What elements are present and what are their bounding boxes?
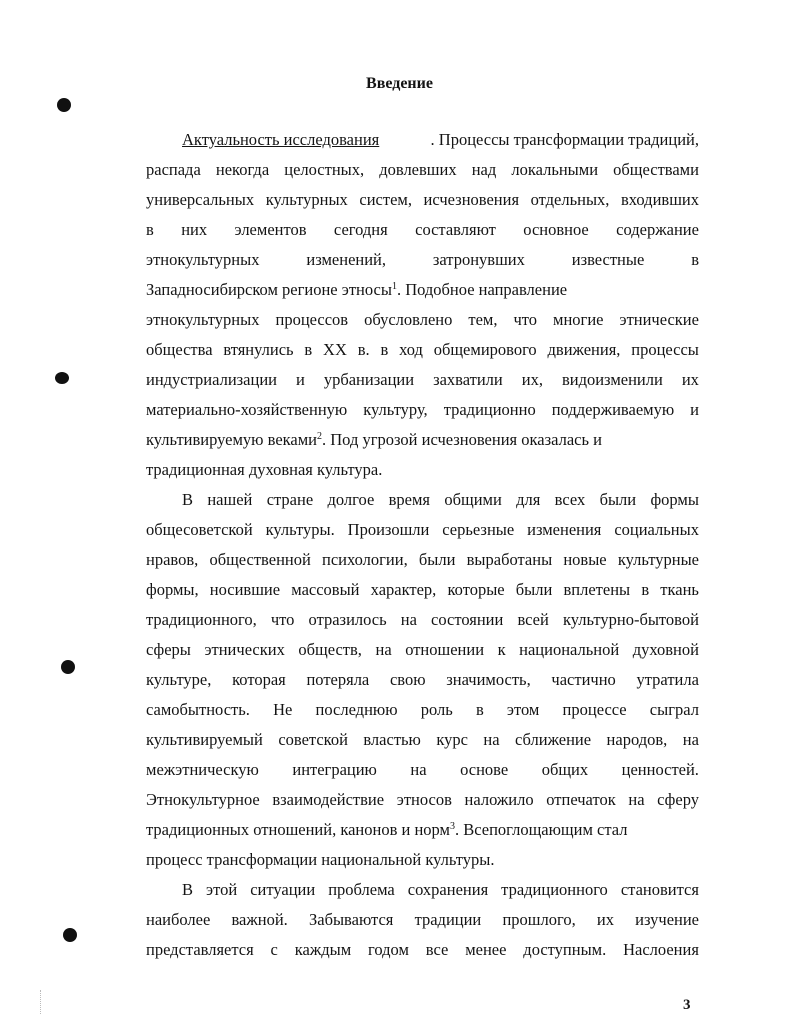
paragraph2-line9: культивируемый советской властью курс на сближение народов, на bbox=[146, 730, 699, 749]
paragraph1-line3: универсальных культурных систем, исчезновения отдельных, входивших bbox=[146, 190, 699, 209]
paragraph2-line3: нравов, общественной психологии, были выработаны новые культурные bbox=[146, 550, 699, 569]
binder-hole-2 bbox=[55, 372, 69, 384]
paragraph1-line11: культивируемую веками 2. Под угрозой исчезновения оказалась и bbox=[146, 430, 602, 449]
paragraph1-line8: общества втянулись в XX в. в ход общемирового движения, процессы bbox=[146, 340, 699, 359]
paragraph2-line6: сферы этнических обществ, на отношении к национальной духовной bbox=[146, 640, 699, 659]
paragraph2-line4: формы, носившие массовый характер, которые были вплетены в ткань bbox=[146, 580, 699, 599]
paragraph3-line1: В этой ситуации проблема сохранения традиционного становится bbox=[182, 880, 699, 899]
paragraph1-line7: этнокультурных процессов обусловлено тем, что многие этнические bbox=[146, 310, 699, 329]
paragraph1-line4: в них элементов сегодня составляют основное содержание bbox=[146, 220, 699, 239]
page-number: 3 bbox=[683, 997, 691, 1013]
paragraph1-line10: материально-хозяйственную культуру, традиционно поддерживаемую и bbox=[146, 400, 699, 419]
section-heading-underlined: Актуальность исследования bbox=[182, 130, 380, 149]
binder-hole-4 bbox=[63, 928, 77, 942]
paragraph2-line13: процесс трансформации национальной культуры. bbox=[146, 850, 495, 869]
paragraph1-line5: этнокультурных изменений, затронувших известные в bbox=[146, 250, 699, 269]
binder-hole-1 bbox=[57, 98, 71, 112]
binder-hole-3 bbox=[61, 660, 75, 674]
scan-mark bbox=[40, 990, 41, 1014]
paragraph1-line1: Актуальность исследования . Процессы трансформации традиций, bbox=[182, 130, 699, 149]
paragraph3-line2: наиболее важной. Забываются традиции прошлого, их изучение bbox=[146, 910, 699, 929]
paragraph2-line10: межэтническую интеграцию на основе общих ценностей. bbox=[146, 760, 699, 779]
paragraph1-line12: традиционная духовная культура. bbox=[146, 460, 383, 479]
paragraph2-line2: общесоветской культуры. Произошли серьезные изменения социальных bbox=[146, 520, 699, 539]
paragraph2-line5: традиционного, что отразилось на состоянии всей культурно-бытовой bbox=[146, 610, 699, 629]
paragraph1-line2: распада некогда целостных, довлевших над локальными обществами bbox=[146, 160, 699, 179]
page-title: Введение bbox=[366, 75, 433, 92]
paragraph2-line11: Этнокультурное взаимодействие этносов наложило отпечаток на сферу bbox=[146, 790, 699, 809]
paragraph3-line3: представляется с каждым годом все менее доступным. Наслоения bbox=[146, 940, 699, 959]
paragraph2-line8: самобытность. Не последнюю роль в этом процессе сыграл bbox=[146, 700, 699, 719]
paragraph2-line1: В нашей стране долгое время общими для всех были формы bbox=[182, 490, 699, 509]
paragraph1-line9: индустриализации и урбанизации захватили их, видоизменили их bbox=[146, 370, 699, 389]
paragraph2-line7: культуре, которая потеряла свою значимость, частично утратила bbox=[146, 670, 699, 689]
paragraph2-line12: традиционных отношений, канонов и норм 3. Всепоглощающим стал bbox=[146, 820, 628, 839]
paragraph1-line6: Западносибирском регионе этносы 1. Подобное направление bbox=[146, 280, 568, 299]
